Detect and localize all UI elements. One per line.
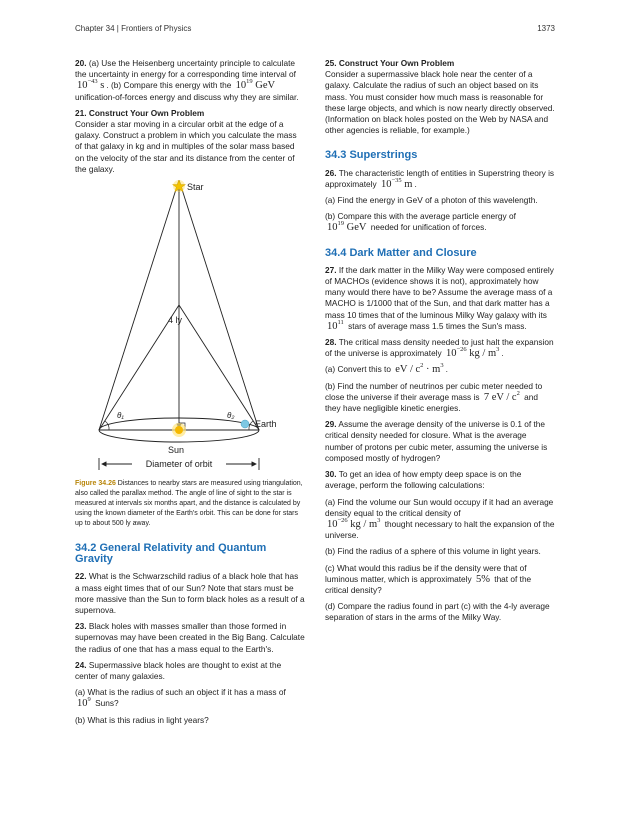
problem-21-title: 21. Construct Your Own Problem: [75, 107, 205, 118]
line-of-sight-left: [99, 305, 179, 430]
problem-30: 30. To get an idea of how empty deep space is on the average, perform the following calculations:: [325, 469, 522, 491]
problem-30d: (d) Compare the radius found in part (c) with the 4-ly average separation of stars in the arms of the Milky Way.: [325, 601, 550, 623]
problem-25-title: 25. Construct Your Own Problem: [325, 58, 455, 68]
problem-24: 24. Supermassive black holes are thought to exist at the center of many galaxies.: [75, 659, 282, 682]
math-critical-density-2: $10^{-26}$ kg / $m^3$: [327, 516, 381, 530]
label-earth: Earth: [255, 419, 277, 430]
problem-26: 26. The characteristic length of entities in Superstring theory is approximately $10^{-35}$ m .: [325, 167, 555, 190]
math-string-length: $10^{-35}$ m: [380, 176, 413, 190]
earth-icon: [241, 420, 249, 428]
left-column: [75, 58, 305, 731]
math-star-count: $10^{11}$: [327, 318, 344, 332]
problem-24a: (a) What is the radius of such an object if it has a mass of $10^9$ Suns?: [75, 687, 286, 710]
label-sun: Sun: [168, 445, 185, 456]
problem-28a: (a) Convert this to eV / $c^2 \cdot m^3$ .: [325, 362, 448, 376]
problem-22: 22. What is the Schwarzschild radius of a black hole that has a mass eight times that of our Sun? Note that stars must be more massive than the Sun to form black holes as a result of a supernova.: [75, 571, 305, 616]
label-theta1: θ₁: [117, 411, 124, 421]
math-unification-energy: $10^{19}$ GeV: [327, 220, 367, 234]
problem-24b: (b) What is this radius in light years?: [75, 714, 209, 725]
problem-20: 20. (a) Use the Heisenberg uncertainty principle to calculate the uncertainty in energy for a corresponding time interval of $10^{-43}$ s . (b) Compare this energy with the $10^{19}$ GeV unification-of-forces energy and discuss why they are similar.: [75, 58, 299, 102]
problem-21: 21. Construct Your Own Problem Consider a star moving in a circular orbit at the edge of a galaxy. Construct a problem in which you calculate the mass of that galaxy in kg and in multiples of the solar mass based on the velocity of the star and its distance from the center of the galaxy.: [75, 107, 297, 174]
label-diameter: Diameter of orbit: [145, 459, 213, 470]
problem-30b: (b) Find the radius of a sphere of this volume in light years.: [325, 546, 541, 557]
label-theta2: θ₂: [227, 411, 235, 421]
math-solar-masses: $10^9$: [77, 696, 91, 710]
right-column: [325, 58, 555, 629]
problem-30c: (c) What would this radius be if the density were that of luminous matter, which is approximately 5% that of the critical density?: [325, 562, 532, 595]
problem-26a: (a) Find the energy in GeV of a photon of this wavelength.: [325, 195, 538, 206]
math-five-percent: 5%: [475, 573, 490, 585]
problem-29: 29. Assume the average density of the universe is 0.1 of the critical density needed for closure. What is the average number of protons per cubic meter, assuming the universe is composed mostly of hydrogen?: [325, 419, 548, 463]
problem-30a: (a) Find the volume our Sun would occupy if it had an average density equal to the critical density of $10^{-26}$ kg / $m^3$ thought necessary to halt the expansion of the universe.: [325, 496, 555, 541]
math-energy-gev: $10^{19}$ GeV: [235, 78, 276, 92]
line-of-sight-right: [179, 305, 259, 430]
section-heading-34-2: 34.2 General Relativity and Quantum Gravity: [75, 542, 267, 566]
math-critical-density: $10^{-26}$ kg / $m^3$: [446, 346, 500, 360]
star-icon: [173, 180, 186, 192]
math-ev-per-c2-m3: eV / $c^2 \cdot m^3$: [395, 362, 444, 376]
problem-23: 23. Black holes with masses smaller than those formed in supernovas may have been created in the Big Bang. Calculate the radius of one that has a mass equal to the Earth's.: [75, 621, 305, 654]
figure-label: Figure 34.26: [75, 480, 116, 488]
math-time-interval: $10^{-43}$ s: [77, 78, 105, 92]
label-distance: 4 ly: [168, 315, 183, 326]
page-number: 1373: [537, 24, 555, 33]
section-heading-34-4: 34.4 Dark Matter and Closure: [325, 246, 477, 259]
problem-28b: (b) Find the number of neutrinos per cubic meter needed to close the universe if their average mass is 7 eV / $c^2$ and they have negligible kinetic energies.: [325, 380, 543, 414]
problem-25: 25. Construct Your Own Problem Consider a supermassive black hole near the center of a galaxy. Calculate the radius of such an object based on its mass. You must consider how much mass is reasonable for these large objects, and which is now nearly directly observed. (Information on black holes posted on the Web by NASA and other agencies is reliable, for example.): [325, 58, 555, 136]
parallax-figure: [75, 180, 305, 475]
section-heading-34-3: 34.3 Superstrings: [325, 149, 418, 162]
math-neutrino-mass: 7 eV / $c^2$: [483, 389, 520, 403]
chapter-header: Chapter 34 | Frontiers of Physics: [75, 24, 192, 33]
problem-26b: (b) Compare this with the average particle energy of $10^{19}$ GeV needed for unification of forces.: [325, 211, 516, 234]
figure-caption: Figure 34.26 Distances to nearby stars are measured using triangulation, also called the parallax method. The angle of line of sight to the star is measured at intervals six months apart, and the distance is calculated by using the known diameter of the Earth's orbit. This can be done for stars up to about 500 ly away.: [75, 480, 303, 528]
problem-28: 28. The critical mass density needed to just halt the expansion of the universe is approximately $10^{-26}$ kg / $m^3$ .: [325, 337, 554, 360]
line-left: [99, 180, 179, 430]
sun-icon: [172, 423, 186, 437]
line-right: [179, 180, 259, 430]
label-star: Star: [187, 182, 204, 193]
problem-27: 27. If the dark matter in the Milky Way were composed entirely of MACHOs (evidence shows it is not), approximately how many would there have to be? Assume the average mass of a MACHO is 1/1000 that of the Sun, and that dark matter has a mass 10 times that of the luminous Milky Way galaxy with its $10^{11}$ stars of average mass 1.5 times the Sun's mass.: [325, 264, 554, 332]
